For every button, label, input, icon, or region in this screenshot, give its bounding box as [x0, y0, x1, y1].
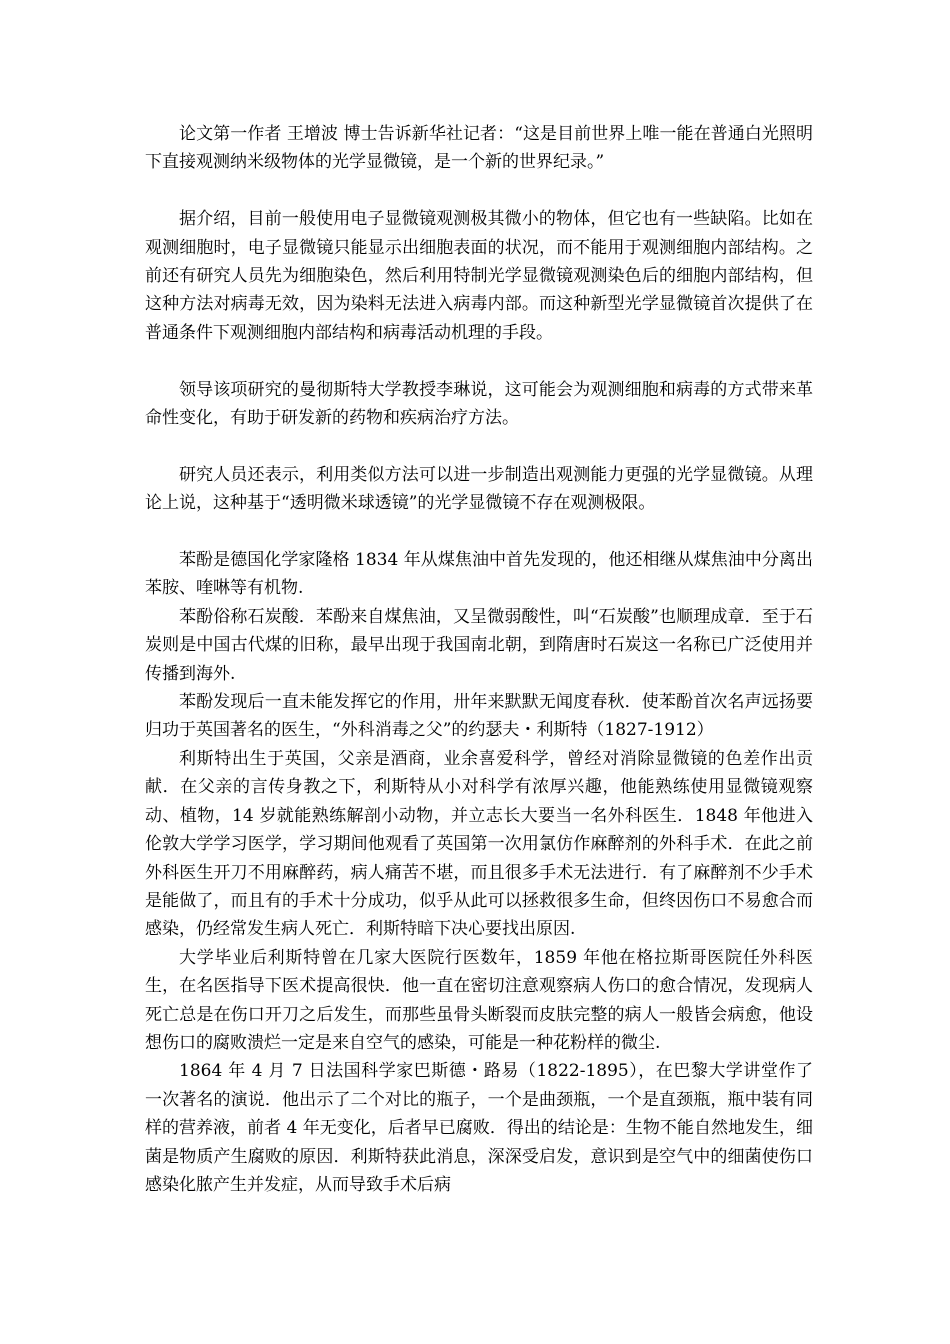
- document-body: [145, 120, 813, 1199]
- paragraph-3: 领导该项研究的曼彻斯特大学教授李琳说，这可能会为观测细胞和病毒的方式带来革命性变化，有助于研发新的药物和疾病治疗方法。: [145, 379, 813, 429]
- paragraph-9: 大学毕业后利斯特曾在几家大医院行医数年，1859 年他在格拉斯哥医院任外科医生，在名医指导下医术提高很快．他一直在密切注意观察病人伤口的愈合情况，发现病人死亡总是在伤口开刀之后发生，而那些虽骨头断裂而皮肤完整的病人一般皆会病愈，他设想伤口的腐败溃烂一定是来自空气的感染，可能是一种花粉样的微尘.: [145, 947, 813, 1053]
- paragraph-5: 苯酚是德国化学家隆格 1834 年从煤焦油中首先发现的，他还相继从煤焦油中分离出苯胺、喹啉等有机物.: [145, 550, 813, 599]
- paragraph-1: 论文第一作者 王增波 博士告诉新华社记者：“这是目前世界上唯一能在普通白光照明下直接观测纳米级物体的光学显微镜，是一个新的世界纪录。”: [145, 124, 813, 173]
- paragraph-7: 苯酚发现后一直未能发挥它的作用，卅年来默默无闻度春秋．使苯酚首次名声远扬要归功于英国著名的医生，“外科消毒之父”的约瑟夫・利斯特（1827-1912）: [145, 692, 813, 741]
- paragraph-2: 据介绍，目前一般使用电子显微镜观测极其微小的物体，但它也有一些缺陷。比如在观测细胞时，电子显微镜只能显示出细胞表面的状况，而不能用于观测细胞内部结构。之前还有研究人员先为细胞染色，然后利用特制光学显微镜观测染色后的细胞内部结构，但这种方法对病毒无效，因为染料无法进入病毒内部。而这种新型光学显微镜首次提供了在普通条件下观测细胞内部结构和病毒活动机理的手段。: [145, 209, 813, 343]
- paragraph-6: 苯酚俗称石炭酸．苯酚来自煤焦油，又呈微弱酸性，叫“石炭酸”也顺理成章．至于石炭则是中国古代煤的旧称，最早出现于我国南北朝，到隋唐时石炭这一名称已广泛使用并传播到海外.: [145, 606, 813, 684]
- paragraph-4: 研究人员还表示，利用类似方法可以进一步制造出观测能力更强的光学显微镜。从理论上说，这种基于“透明微米球透镜”的光学显微镜不存在观测极限。: [145, 464, 813, 514]
- paragraph-10: 1864 年 4 月 7 日法国科学家巴斯德・路易（1822-1895），在巴黎大学讲堂作了一次著名的演说．他出示了二个对比的瓶子，一个是曲颈瓶，一个是直颈瓶，瓶中装有同样的营养液，前者 4 年无变化，后者早已腐败．得出的结论是：生物不能自然地发生，细菌是物质产生腐败的原因．利斯特获此消息，深深受启发，意识到是空气中的细菌使伤口感染化脓产生并发症，从而导致手术后病: [145, 1061, 813, 1195]
- paragraph-8: 利斯特出生于英国，父亲是酒商，业余喜爱科学，曾经对消除显微镜的色差作出贡献．在父亲的言传身教之下，利斯特从小对科学有浓厚兴趣，他能熟练使用显微镜观察动、植物，14 岁就能熟练解剖小动物，并立志长大要当一名外科医生．1848 年他进入伦敦大学学习医学，学习期间他观看了英国第一次用氯仿作麻醉剂的外科手术．在此之前外科医生开刀不用麻醉药，病人痛苦不堪，而且很多手术无法进行．有了麻醉剂不少手术是能做了，而且有的手术十分成功，似乎从此可以拯救很多生命，但终因伤口不易愈合而感染，仍经常发生病人死亡．利斯特暗下决心要找出原因.: [145, 748, 813, 940]
